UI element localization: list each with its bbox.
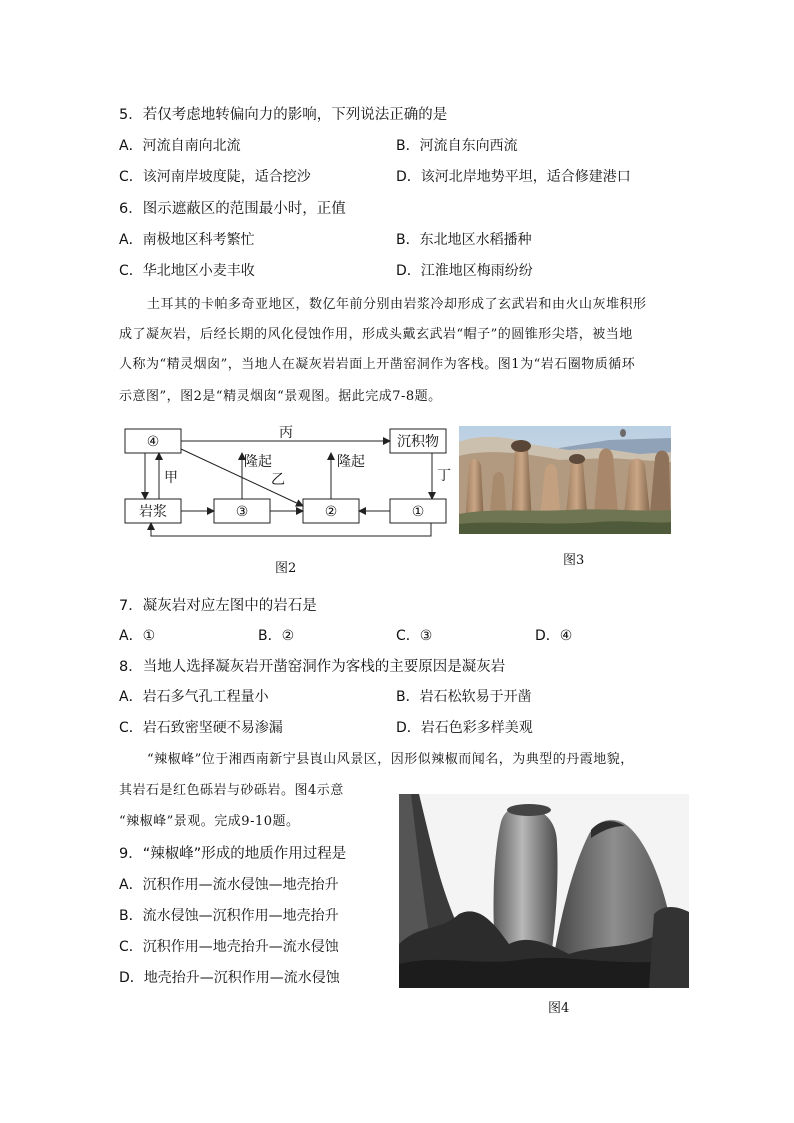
passage2-line2: 其岩石是红色砾岩与砂砾岩。图4示意 (119, 783, 344, 798)
fairy-chimney-photo (459, 426, 671, 534)
passage1-line3: 人称为“精灵烟囱”，当地人在凝灰岩岩面上开凿窑洞作为客栈。图1为“岩石圈物质循环 (119, 357, 636, 372)
pepper-peak-photo (399, 794, 689, 988)
label-yi: 乙 (271, 472, 285, 488)
q7-option-c: C．③ (396, 628, 433, 644)
q9-option-a: A．沉积作用—流水侵蚀—地壳抬升 (119, 877, 339, 893)
q8-option-c: C．岩石致密坚硬不易渗漏 (119, 720, 283, 736)
box-rock-4-label: ④ (146, 434, 160, 450)
box-rock-3-label: ③ (235, 504, 249, 520)
q9-option-c: C．沉积作用—地壳抬升—流水侵蚀 (119, 939, 339, 955)
q7-option-a: A．① (119, 628, 156, 644)
q5-option-c: C．该河南岸坡度陡，适合挖沙 (119, 169, 311, 185)
label-ding: 丁 (437, 468, 451, 484)
arrow-loop-to-magma (151, 523, 431, 536)
q6-option-a: A．南极地区科考繁忙 (119, 232, 255, 248)
q8-option-a: A．岩石多气孔工程量小 (119, 689, 269, 705)
box-sediment-label: 沉积物 (397, 434, 439, 450)
q6-stem: 6．图示遮蔽区的范围最小时，正值 (119, 201, 346, 217)
passage1-line1: 土耳其的卡帕多奇亚地区，数亿年前分别由岩浆冷却形成了玄武岩和由火山灰堆积形 (147, 297, 647, 312)
label-jia: 甲 (164, 470, 178, 486)
box-rock-2-label: ② (324, 504, 338, 520)
box-rock-1-label: ① (411, 504, 425, 520)
label-bing: 丙 (279, 425, 293, 441)
q8-stem: 8．当地人选择凝灰岩开凿窑洞作为客栈的主要原因是凝灰岩 (119, 659, 506, 675)
q6-option-c: C．华北地区小麦丰收 (119, 263, 255, 279)
q6-option-b: B．东北地区水稻播种 (396, 232, 532, 248)
label-uplift-2: 隆起 (337, 454, 365, 470)
q8-option-d: D．岩石色彩多样美观 (396, 720, 533, 736)
q5-option-d: D．该河北岸地势平坦，适合修建港口 (396, 169, 631, 185)
passage2-line3: “辣椒峰”景观。完成9-10题。 (119, 814, 300, 829)
q9-stem: 9．“辣椒峰”形成的地质作用过程是 (119, 846, 347, 862)
q7-option-b: B．② (258, 628, 295, 644)
q5-option-a: A．河流自南向北流 (119, 138, 241, 154)
q7-option-d: D．④ (535, 628, 573, 644)
figure-2-caption: 图2 (275, 561, 297, 576)
rock-cycle-diagram (118, 422, 456, 544)
passage1-line4: 示意图”，图2是“精灵烟囱“景观图。据此完成7-8题。 (119, 389, 442, 404)
figure-4-caption: 图4 (548, 1001, 570, 1016)
box-magma-label: 岩浆 (139, 504, 167, 520)
q6-option-d: D．江淮地区梅雨纷纷 (396, 263, 533, 279)
q8-option-b: B．岩石松软易于开凿 (396, 689, 532, 705)
q9-option-d: D．地壳抬升—沉积作用—流水侵蚀 (119, 970, 340, 986)
figure-3-caption: 图3 (563, 553, 585, 568)
label-uplift-1: 隆起 (244, 454, 272, 470)
q7-stem: 7．凝灰岩对应左图中的岩石是 (119, 598, 317, 614)
q9-option-b: B．流水侵蚀—沉积作用—地壳抬升 (119, 908, 339, 924)
q5-option-b: B．河流自东向西流 (396, 138, 518, 154)
passage2-line1: “辣椒峰”位于湘西南新宁县崀山风景区，因形似辣椒而闻名，为典型的丹霞地貌， (147, 752, 634, 767)
passage1-line2: 成了凝灰岩，后经长期的风化侵蚀作用，形成头戴玄武岩“帽子”的圆锥形尖塔，被当地 (119, 327, 633, 342)
q5-stem: 5．若仅考虑地转偏向力的影响，下列说法正确的是 (119, 107, 448, 123)
